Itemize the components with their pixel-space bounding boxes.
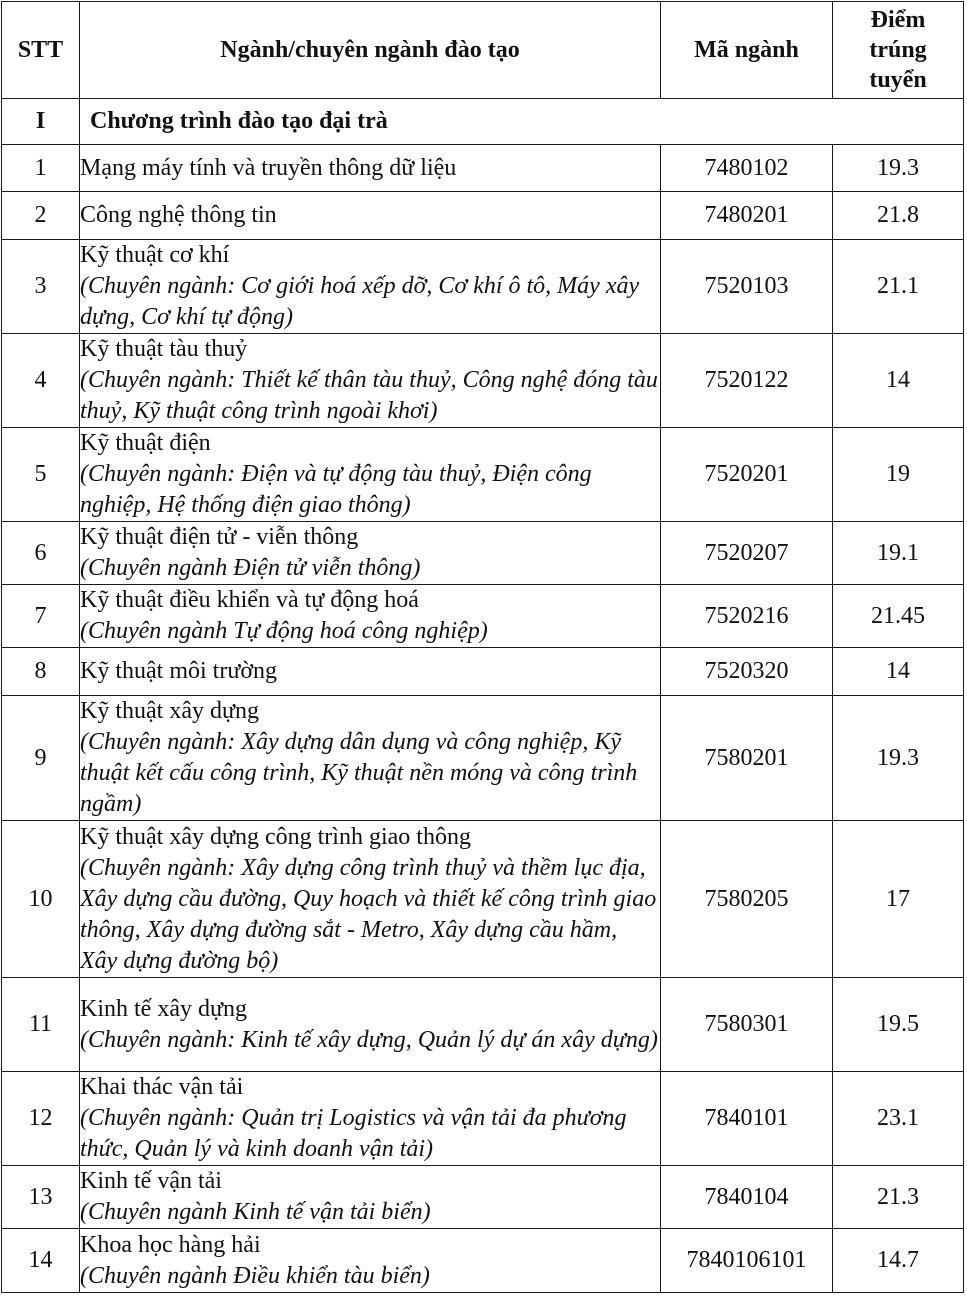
row-program	[80, 1072, 661, 1166]
row-program	[80, 522, 661, 585]
row-program	[80, 334, 661, 428]
row-program	[80, 240, 661, 334]
row-admission-score: 17	[833, 821, 964, 978]
row-program	[80, 1229, 661, 1293]
row-stt: 9	[2, 696, 80, 821]
specialization-text: (Chuyên ngành Kinh tế vận tải biển)	[80, 1199, 431, 1225]
table-row	[2, 1229, 964, 1293]
table-row	[2, 522, 964, 585]
table-row	[2, 585, 964, 648]
row-program	[80, 585, 661, 648]
row-admission-score: 19.1	[833, 522, 964, 585]
row-stt: 10	[2, 821, 80, 978]
specialization-text: (Chuyên ngành: Cơ giới hoá xếp dỡ, Cơ khí ô tô, Máy xây dựng, Cơ khí tự động)	[80, 273, 640, 330]
header-code: Mã ngành	[661, 2, 833, 99]
specialization-text: (Chuyên ngành: Xây dựng dân dụng và công nghiệp, Kỹ thuật kết cấu công trình, Kỹ thuật nền móng và công trình ngầm)	[80, 729, 638, 817]
major-name: Kỹ thuật tàu thuỷ	[80, 336, 248, 362]
row-stt: 2	[2, 192, 80, 240]
row-admission-score: 19.5	[833, 978, 964, 1072]
row-stt: 4	[2, 334, 80, 428]
row-major-code: 7580205	[661, 821, 833, 978]
specialization-text: (Chuyên ngành Điều khiển tàu biển)	[80, 1262, 430, 1289]
row-stt: 1	[2, 145, 80, 192]
table-row	[2, 978, 964, 1072]
row-major-code: 7580301	[661, 978, 833, 1072]
header-stt: STT	[2, 2, 80, 99]
table-body	[2, 99, 964, 1293]
row-major-code: 7480102	[661, 145, 833, 192]
major-name: Công nghệ thông tin	[80, 202, 277, 228]
row-stt: 12	[2, 1072, 80, 1166]
specialization-text: (Chuyên ngành: Điện và tự động tàu thuỷ, Điện công nghiệp, Hệ thống điện giao thông)	[80, 461, 592, 518]
section-title: Chương trình đào tạo đại trà	[80, 99, 964, 145]
row-admission-score: 19.3	[833, 696, 964, 821]
row-admission-score: 23.1	[833, 1072, 964, 1166]
row-admission-score: 14.7	[833, 1229, 964, 1293]
major-name: Kỹ thuật môi trường	[80, 658, 278, 684]
table-row	[2, 240, 964, 334]
row-major-code: 7480201	[661, 192, 833, 240]
table-row	[2, 428, 964, 522]
specialization-text: (Chuyên ngành: Quản trị Logistics và vận tải đa phương thức, Quản lý và kinh doanh vận tải)	[80, 1105, 627, 1162]
row-stt: 3	[2, 240, 80, 334]
table-row	[2, 1072, 964, 1166]
major-name: Khoa học hàng hải	[80, 1231, 261, 1258]
header-score	[833, 2, 964, 99]
section-row	[2, 99, 964, 145]
table-header-row	[2, 2, 964, 99]
row-program	[80, 978, 661, 1072]
header-score-line1: Điểm	[870, 7, 926, 33]
specialization-text: (Chuyên ngành: Thiết kế thân tàu thuỷ, Công nghệ đóng tàu thuỷ, Kỹ thuật công trình ngoài khơi)	[80, 367, 658, 424]
table-row	[2, 1166, 964, 1229]
row-admission-score: 19	[833, 428, 964, 522]
row-stt: 8	[2, 648, 80, 696]
table-row	[2, 334, 964, 428]
row-major-code: 7520216	[661, 585, 833, 648]
row-stt: 6	[2, 522, 80, 585]
table-row	[2, 648, 964, 696]
row-major-code: 7520207	[661, 522, 833, 585]
specialization-text: (Chuyên ngành: Kinh tế xây dựng, Quản lý dự án xây dựng)	[80, 1026, 658, 1053]
major-name: Kỹ thuật cơ khí	[80, 242, 230, 268]
row-program	[80, 192, 661, 240]
major-name: Kỹ thuật điện tử - viễn thông	[80, 524, 359, 550]
row-stt: 11	[2, 978, 80, 1072]
row-major-code: 7520320	[661, 648, 833, 696]
row-major-code: 7520201	[661, 428, 833, 522]
specialization-text: (Chuyên ngành Tự động hoá công nghiệp)	[80, 618, 488, 644]
row-stt: 14	[2, 1229, 80, 1293]
row-program	[80, 696, 661, 821]
header-score-line3: tuyển	[869, 67, 927, 93]
major-name: Khai thác vận tải	[80, 1074, 244, 1100]
row-major-code: 7840106101	[661, 1229, 833, 1293]
row-program	[80, 821, 661, 978]
row-admission-score: 21.8	[833, 192, 964, 240]
row-admission-score: 14	[833, 648, 964, 696]
major-name: Mạng máy tính và truyền thông dữ liệu	[80, 154, 457, 181]
major-name: Kinh tế vận tải	[80, 1168, 222, 1194]
header-score-line2: trúng	[869, 37, 927, 63]
row-stt: 5	[2, 428, 80, 522]
major-name: Kỹ thuật điện	[80, 430, 211, 456]
table-row	[2, 821, 964, 978]
major-name: Kinh tế xây dựng	[80, 995, 247, 1022]
row-program	[80, 428, 661, 522]
header-program: Ngành/chuyên ngành đào tạo	[80, 2, 661, 99]
row-stt: 13	[2, 1166, 80, 1229]
table-row	[2, 145, 964, 192]
row-admission-score: 21.1	[833, 240, 964, 334]
table-row	[2, 696, 964, 821]
row-admission-score: 21.3	[833, 1166, 964, 1229]
row-major-code: 7580201	[661, 696, 833, 821]
major-name: Kỹ thuật xây dựng	[80, 698, 259, 724]
major-name: Kỹ thuật xây dựng công trình giao thông	[80, 823, 471, 850]
section-number: I	[2, 99, 80, 145]
row-program	[80, 648, 661, 696]
table-row	[2, 192, 964, 240]
row-program	[80, 1166, 661, 1229]
row-admission-score: 19.3	[833, 145, 964, 192]
row-major-code: 7520122	[661, 334, 833, 428]
row-major-code: 7520103	[661, 240, 833, 334]
row-admission-score: 14	[833, 334, 964, 428]
row-major-code: 7840104	[661, 1166, 833, 1229]
row-major-code: 7840101	[661, 1072, 833, 1166]
major-name: Kỹ thuật điều khiển và tự động hoá	[80, 587, 419, 613]
specialization-text: (Chuyên ngành: Xây dựng công trình thuỷ và thềm lục địa, Xây dựng cầu đường, Quy hoạch và thiết kế công trình giao thông, Xây dựng đường sắt - Metro, Xây dựng cầu hầm, Xây dựng đường bộ)	[80, 854, 657, 974]
row-admission-score: 21.45	[833, 585, 964, 648]
row-stt: 7	[2, 585, 80, 648]
admission-score-table	[1, 1, 964, 1293]
row-program	[80, 145, 661, 192]
specialization-text: (Chuyên ngành Điện tử viễn thông)	[80, 555, 421, 581]
